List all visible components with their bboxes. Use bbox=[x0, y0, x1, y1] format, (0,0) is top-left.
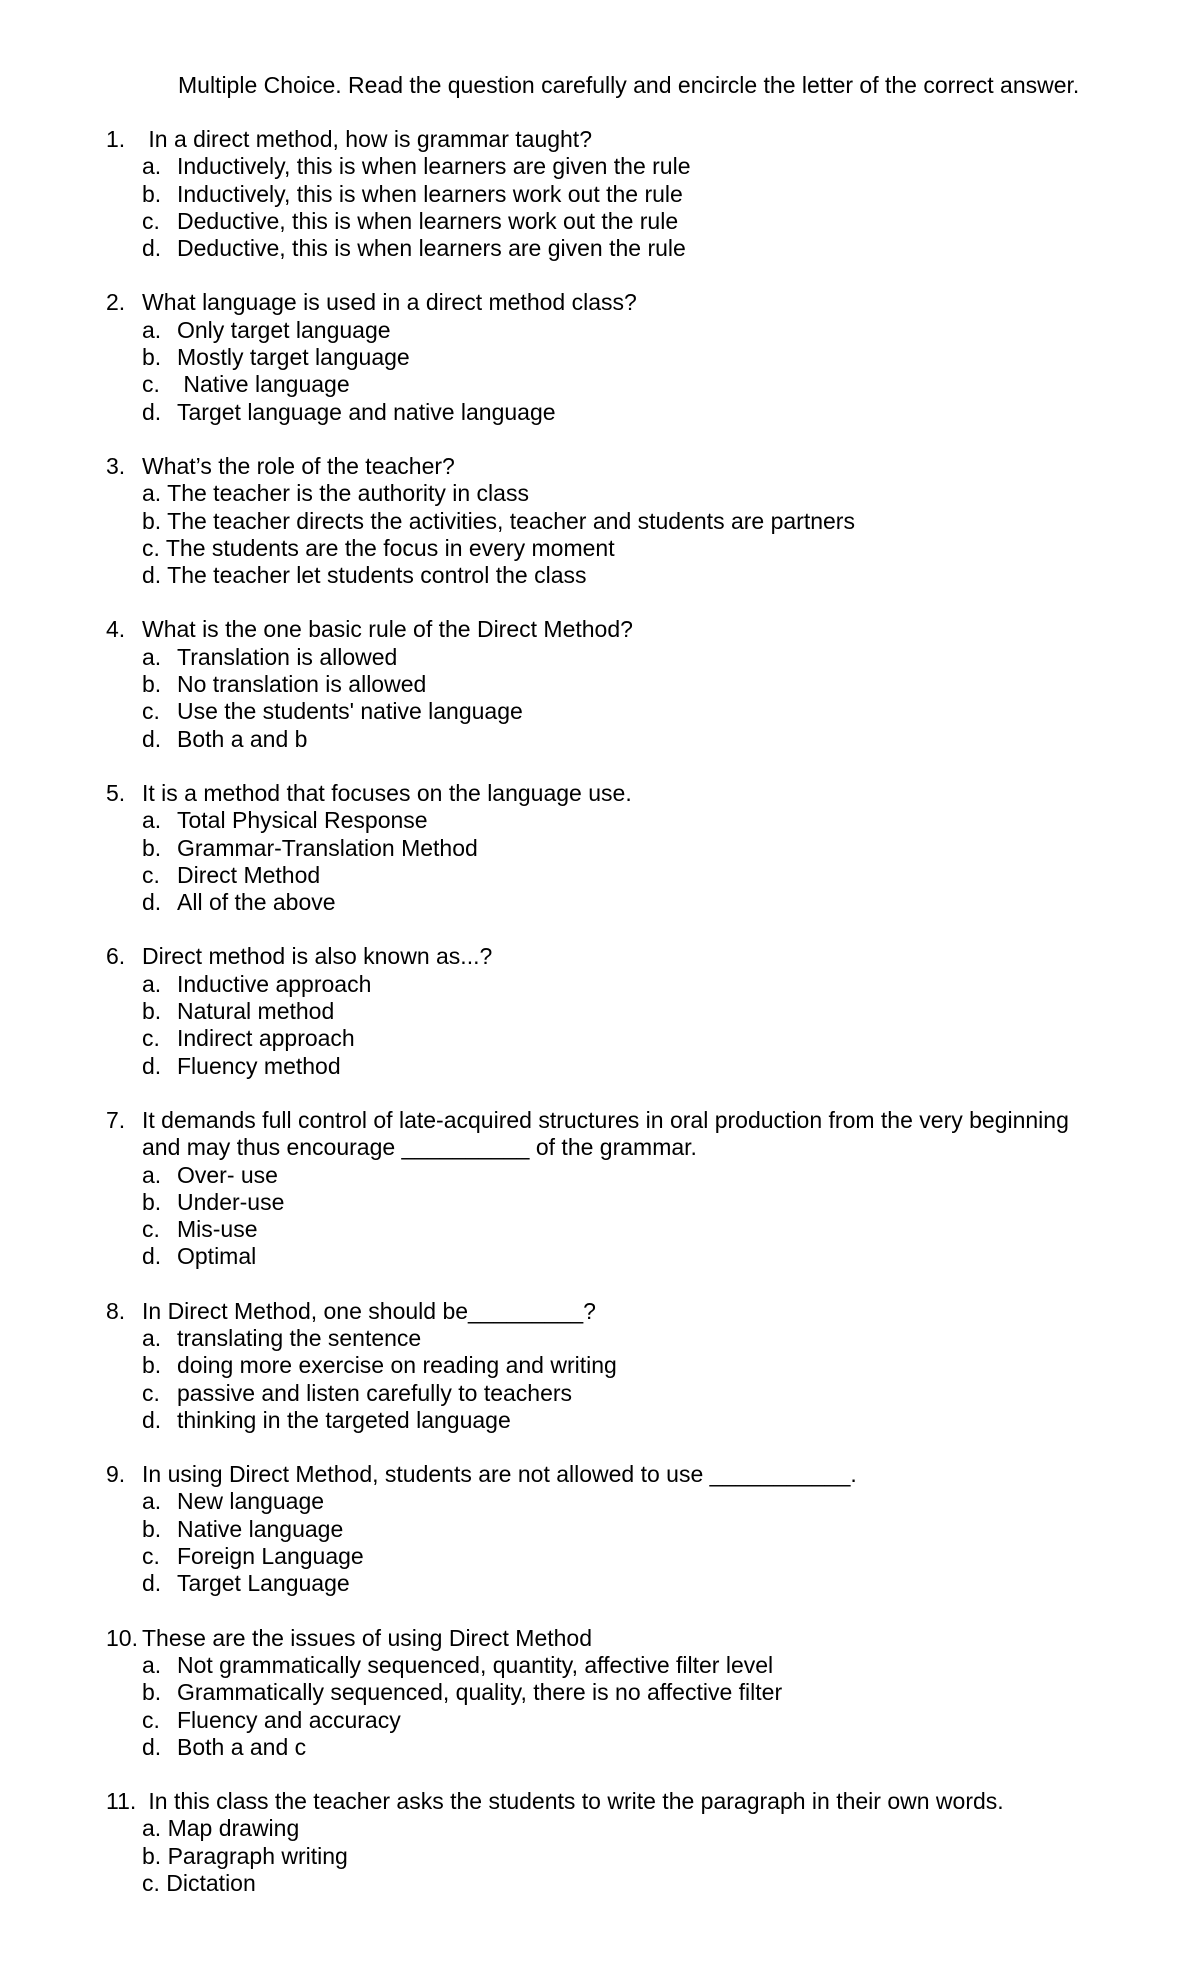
option-text: a. Map drawing bbox=[142, 1815, 300, 1842]
answer-option[interactable] bbox=[0, 1189, 1200, 1216]
answer-option[interactable] bbox=[0, 508, 1200, 535]
question-10 bbox=[0, 1625, 1200, 1761]
option-letter: a. bbox=[142, 1161, 162, 1188]
question-number: 8. bbox=[106, 1297, 126, 1324]
question-7 bbox=[0, 1107, 1200, 1271]
question-line bbox=[0, 289, 1200, 316]
option-text: Inductively, this is when learners work out the rule bbox=[177, 180, 683, 207]
question-text: What is the one basic rule of the Direct Method? bbox=[142, 616, 633, 643]
answer-option[interactable] bbox=[0, 235, 1200, 262]
answer-option[interactable] bbox=[0, 480, 1200, 507]
question-8 bbox=[0, 1298, 1200, 1434]
question-text: and may thus encourage __________ of the grammar. bbox=[142, 1134, 697, 1161]
option-letter: d. bbox=[142, 725, 162, 752]
option-letter: c. bbox=[142, 1706, 160, 1733]
question-line bbox=[0, 126, 1200, 153]
option-text: No translation is allowed bbox=[177, 671, 427, 698]
answer-option[interactable] bbox=[0, 1734, 1200, 1761]
question-number: 6. bbox=[106, 943, 126, 970]
option-text: Foreign Language bbox=[177, 1543, 364, 1570]
option-letter: b. bbox=[142, 1679, 162, 1706]
answer-option[interactable] bbox=[0, 698, 1200, 725]
question-4 bbox=[0, 616, 1200, 752]
option-text: Fluency and accuracy bbox=[177, 1706, 401, 1733]
answer-option[interactable] bbox=[0, 726, 1200, 753]
question-text: It is a method that focuses on the language use. bbox=[142, 779, 632, 806]
question-line bbox=[0, 616, 1200, 643]
option-text: Natural method bbox=[177, 998, 335, 1025]
option-letter: c. bbox=[142, 1543, 160, 1570]
question-6 bbox=[0, 943, 1200, 1079]
answer-option[interactable] bbox=[0, 1543, 1200, 1570]
option-text: Under-use bbox=[177, 1188, 285, 1215]
option-text: Native language bbox=[177, 371, 350, 398]
answer-option[interactable] bbox=[0, 835, 1200, 862]
option-letter: d. bbox=[142, 235, 162, 262]
option-text: Optimal bbox=[177, 1243, 257, 1270]
question-text: These are the issues of using Direct Method bbox=[142, 1624, 593, 1651]
answer-option[interactable] bbox=[0, 1243, 1200, 1270]
question-number: 2. bbox=[106, 289, 126, 316]
option-text: Target Language bbox=[177, 1570, 350, 1597]
option-letter: d. bbox=[142, 1733, 162, 1760]
answer-option[interactable] bbox=[0, 562, 1200, 589]
option-text: Deductive, this is when learners work out the rule bbox=[177, 207, 679, 234]
question-line bbox=[0, 453, 1200, 480]
option-text: Inductive approach bbox=[177, 970, 372, 997]
question-line bbox=[0, 1461, 1200, 1488]
answer-option[interactable] bbox=[0, 208, 1200, 235]
question-list bbox=[0, 126, 1200, 1924]
option-letter: b. bbox=[142, 1352, 162, 1379]
question-3 bbox=[0, 453, 1200, 589]
question-line bbox=[0, 1788, 1200, 1815]
question-number: 4. bbox=[106, 616, 126, 643]
option-text: Target language and native language bbox=[177, 398, 556, 425]
question-text: In using Direct Method, students are not allowed to use ___________. bbox=[142, 1461, 857, 1488]
answer-option[interactable] bbox=[0, 1352, 1200, 1379]
option-letter: d. bbox=[142, 1052, 162, 1079]
question-text: In Direct Method, one should be_________? bbox=[142, 1297, 596, 1324]
question-text: What’s the role of the teacher? bbox=[142, 452, 455, 479]
answer-option[interactable] bbox=[0, 971, 1200, 998]
option-text: b. The teacher directs the activities, teacher and students are partners bbox=[142, 507, 855, 534]
option-letter: b. bbox=[142, 671, 162, 698]
option-text: c. Dictation bbox=[142, 1870, 256, 1897]
option-letter: b. bbox=[142, 834, 162, 861]
question-number: 5. bbox=[106, 779, 126, 806]
option-text: d. The teacher let students control the class bbox=[142, 562, 587, 589]
question-line bbox=[0, 943, 1200, 970]
question-number: 11. bbox=[106, 1788, 137, 1815]
question-1 bbox=[0, 126, 1200, 262]
answer-option[interactable] bbox=[0, 1570, 1200, 1597]
option-text: Direct Method bbox=[177, 861, 321, 888]
question-line bbox=[0, 1134, 1200, 1161]
question-text: In this class the teacher asks the students to write the paragraph in their own words. bbox=[142, 1788, 1004, 1815]
option-letter: d. bbox=[142, 398, 162, 425]
answer-option[interactable] bbox=[0, 1679, 1200, 1706]
option-letter: c. bbox=[142, 698, 160, 725]
answer-option[interactable] bbox=[0, 1843, 1200, 1870]
option-text: c. The students are the focus in every moment bbox=[142, 534, 615, 561]
option-letter: c. bbox=[142, 1216, 160, 1243]
answer-option[interactable] bbox=[0, 1025, 1200, 1052]
option-text: Use the students' native language bbox=[177, 698, 523, 725]
option-letter: c. bbox=[142, 371, 160, 398]
option-text: Deductive, this is when learners are given the rule bbox=[177, 235, 686, 262]
question-9 bbox=[0, 1461, 1200, 1597]
answer-option[interactable] bbox=[0, 371, 1200, 398]
question-number: 7. bbox=[106, 1106, 126, 1133]
question-text: It demands full control of late-acquired structures in oral production from the very beginning bbox=[142, 1106, 1069, 1133]
answer-option[interactable] bbox=[0, 1488, 1200, 1515]
question-number: 1. bbox=[106, 126, 126, 152]
option-letter: d. bbox=[142, 1243, 162, 1270]
question-11 bbox=[0, 1788, 1200, 1897]
option-text: doing more exercise on reading and writing bbox=[177, 1352, 617, 1379]
answer-option[interactable] bbox=[0, 862, 1200, 889]
option-letter: c. bbox=[142, 1379, 160, 1406]
option-letter: a. bbox=[142, 1651, 162, 1678]
answer-option[interactable] bbox=[0, 181, 1200, 208]
question-line bbox=[0, 1298, 1200, 1325]
option-letter: c. bbox=[142, 861, 160, 888]
option-text: translating the sentence bbox=[177, 1324, 422, 1351]
question-line bbox=[0, 1107, 1200, 1134]
answer-option[interactable] bbox=[0, 1652, 1200, 1679]
option-text: Not grammatically sequenced, quantity, affective filter level bbox=[177, 1651, 774, 1678]
answer-option[interactable] bbox=[0, 671, 1200, 698]
answer-option[interactable] bbox=[0, 1216, 1200, 1243]
option-letter: b. bbox=[142, 1188, 162, 1215]
answer-option[interactable] bbox=[0, 889, 1200, 916]
question-text: In a direct method, how is grammar taught? bbox=[142, 126, 592, 152]
option-letter: b. bbox=[142, 1515, 162, 1542]
option-letter: a. bbox=[142, 807, 162, 834]
option-text: thinking in the targeted language bbox=[177, 1406, 511, 1433]
question-number: 3. bbox=[106, 452, 126, 479]
answer-option[interactable] bbox=[0, 317, 1200, 344]
question-text: Direct method is also known as...? bbox=[142, 943, 493, 970]
option-text: a. The teacher is the authority in class bbox=[142, 480, 529, 507]
answer-option[interactable] bbox=[0, 399, 1200, 426]
option-letter: b. bbox=[142, 180, 162, 207]
option-letter: c. bbox=[142, 1025, 160, 1052]
option-letter: b. bbox=[142, 344, 162, 371]
answer-option[interactable] bbox=[0, 1870, 1200, 1897]
option-text: Inductively, this is when learners are given the rule bbox=[177, 153, 691, 180]
option-letter: b. bbox=[142, 998, 162, 1025]
option-text: Mostly target language bbox=[177, 344, 410, 371]
answer-option[interactable] bbox=[0, 1407, 1200, 1434]
answer-option[interactable] bbox=[0, 1325, 1200, 1352]
option-letter: a. bbox=[142, 643, 162, 670]
question-line bbox=[0, 780, 1200, 807]
answer-option[interactable] bbox=[0, 807, 1200, 834]
option-text: Only target language bbox=[177, 316, 391, 343]
option-text: Both a and b bbox=[177, 725, 308, 752]
option-text: b. Paragraph writing bbox=[142, 1842, 348, 1869]
answer-option[interactable] bbox=[0, 535, 1200, 562]
answer-option[interactable] bbox=[0, 344, 1200, 371]
answer-option[interactable] bbox=[0, 998, 1200, 1025]
answer-option[interactable] bbox=[0, 644, 1200, 671]
option-letter: a. bbox=[142, 1324, 162, 1351]
option-text: passive and listen carefully to teachers bbox=[177, 1379, 573, 1406]
answer-option[interactable] bbox=[0, 1707, 1200, 1734]
option-text: Over- use bbox=[177, 1161, 278, 1188]
option-letter: c. bbox=[142, 207, 160, 234]
answer-option[interactable] bbox=[0, 153, 1200, 180]
option-text: Translation is allowed bbox=[177, 643, 398, 670]
instructions-text: Multiple Choice. Read the question carefully and encircle the letter of the correct answer. bbox=[178, 72, 1080, 98]
option-text: Grammatically sequenced, quality, there is no affective filter bbox=[177, 1679, 783, 1706]
option-text: Both a and c bbox=[177, 1733, 307, 1760]
option-letter: d. bbox=[142, 1570, 162, 1597]
option-letter: d. bbox=[142, 1406, 162, 1433]
answer-option[interactable] bbox=[0, 1053, 1200, 1080]
answer-option[interactable] bbox=[0, 1516, 1200, 1543]
answer-option[interactable] bbox=[0, 1162, 1200, 1189]
question-text: What language is used in a direct method class? bbox=[142, 289, 637, 316]
option-letter: d. bbox=[142, 889, 162, 916]
option-text: New language bbox=[177, 1488, 325, 1515]
option-letter: a. bbox=[142, 1488, 162, 1515]
answer-option[interactable] bbox=[0, 1380, 1200, 1407]
option-text: Total Physical Response bbox=[177, 807, 428, 834]
option-text: Native language bbox=[177, 1515, 344, 1542]
option-text: Grammar-Translation Method bbox=[177, 834, 478, 861]
option-text: Mis-use bbox=[177, 1216, 258, 1243]
question-number: 10. bbox=[106, 1624, 138, 1651]
question-number: 9. bbox=[106, 1461, 126, 1488]
option-letter: a. bbox=[142, 970, 162, 997]
answer-option[interactable] bbox=[0, 1815, 1200, 1842]
question-2 bbox=[0, 289, 1200, 425]
option-letter: a. bbox=[142, 316, 162, 343]
question-5 bbox=[0, 780, 1200, 916]
option-letter: a. bbox=[142, 153, 162, 180]
question-line bbox=[0, 1625, 1200, 1652]
option-text: All of the above bbox=[177, 889, 336, 916]
option-text: Fluency method bbox=[177, 1052, 341, 1079]
option-text: Indirect approach bbox=[177, 1025, 355, 1052]
